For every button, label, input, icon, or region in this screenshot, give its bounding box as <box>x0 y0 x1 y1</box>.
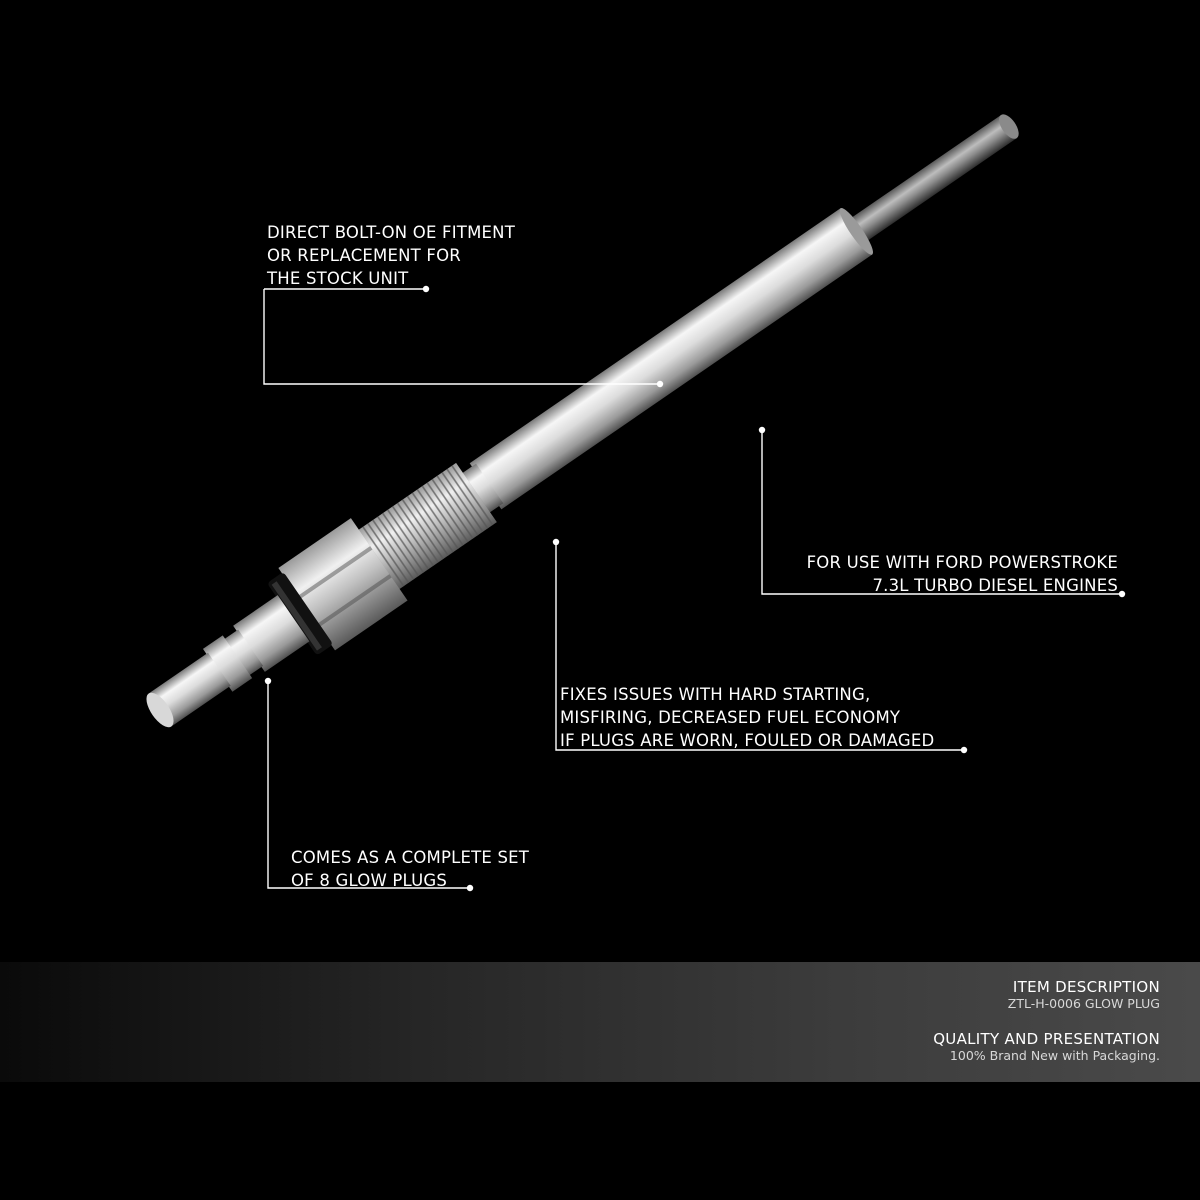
glow-plug <box>124 81 1043 756</box>
item-description-block <box>1008 978 1160 1012</box>
callout-set <box>291 846 529 892</box>
callout-compatibility <box>807 551 1118 597</box>
item-description-value: ZTL-H-0006 GLOW PLUG <box>1007 996 1160 1011</box>
quality-value: 100% Brand New with Packaging. <box>949 1048 1160 1063</box>
info-band <box>0 962 1200 1082</box>
terminal-connector <box>137 595 310 738</box>
item-description-heading: ITEM DESCRIPTION <box>1012 978 1160 996</box>
callout-fixes-line: FIXES ISSUES WITH HARD STARTING, <box>560 685 871 704</box>
callout-set-line: COMES AS A COMPLETE SET <box>291 848 530 867</box>
callout-compatibility-line: FOR USE WITH FORD POWERSTROKE <box>806 553 1118 572</box>
quality-block <box>933 1030 1160 1064</box>
callout-fixes-line: IF PLUGS ARE WORN, FOULED OR DAMAGED <box>560 731 935 750</box>
callout-fixes-line: MISFIRING, DECREASED FUEL ECONOMY <box>560 708 901 727</box>
quality-heading: QUALITY AND PRESENTATION <box>933 1030 1160 1048</box>
plug-body <box>457 205 877 518</box>
callout-set-line: OF 8 GLOW PLUGS <box>291 871 448 890</box>
callout-compatibility-line: 7.3L TURBO DIESEL ENGINES <box>872 576 1118 595</box>
leader-fitment <box>264 289 660 384</box>
heating-tip <box>844 111 1022 246</box>
callout-fitment <box>267 221 515 290</box>
callout-fixes <box>560 683 934 752</box>
callout-fitment-line: OR REPLACEMENT FOR <box>267 246 461 265</box>
callout-fitment-line: THE STOCK UNIT <box>267 269 409 288</box>
callout-fitment-line: DIRECT BOLT-ON OE FITMENT <box>267 223 515 242</box>
